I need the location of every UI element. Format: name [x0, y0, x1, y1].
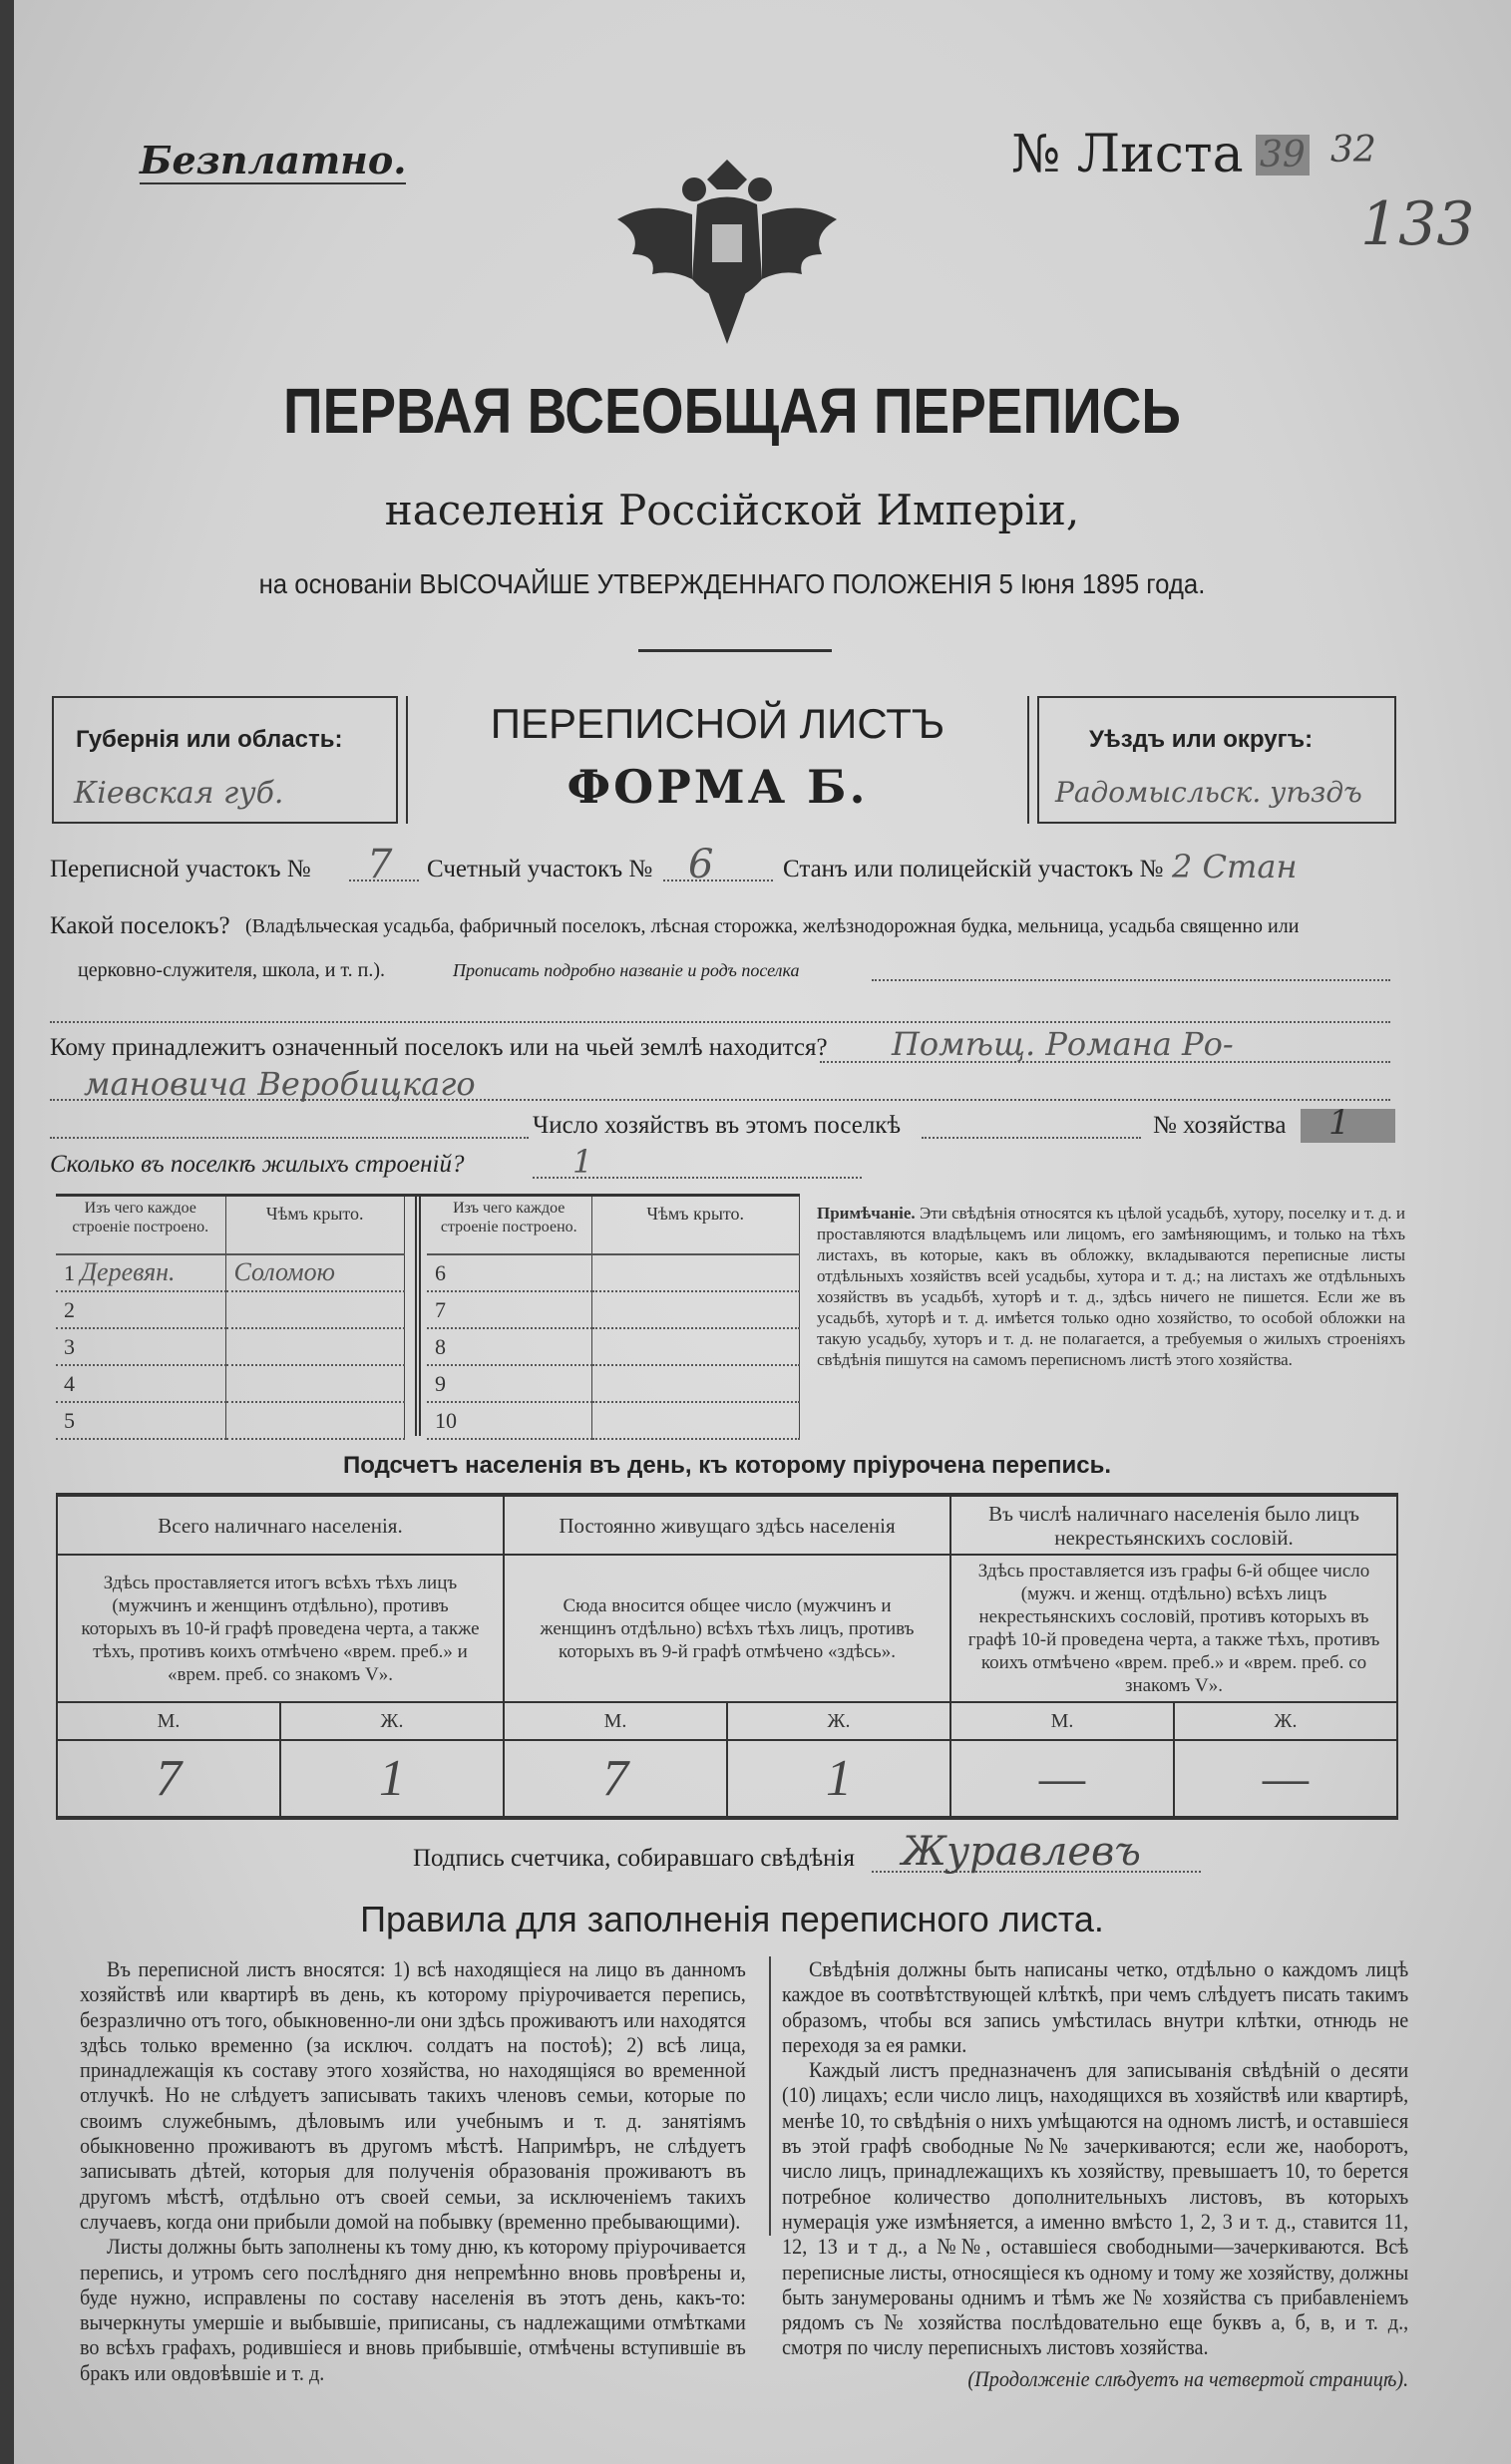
settlement-hint: (Владѣльческая усадьба, фабричный поселокъ, лѣсная сторожка, желѣзнодорожная будка, мельница, усадьба священно или — [245, 915, 1300, 937]
households-field[interactable] — [922, 1137, 1141, 1139]
male-header: М. — [950, 1702, 1174, 1740]
building-material-cell[interactable] — [56, 1402, 225, 1439]
building-roof-cell[interactable] — [225, 1291, 405, 1328]
free-label: Безплатно. — [140, 138, 407, 182]
building-roof-cell[interactable] — [591, 1328, 800, 1365]
note-text: Эти свѣдѣнія относятся къ цѣлой усадьбѣ, хутору, поселку и т. д. и проставляются владѣльцемъ или лицомъ, его замѣняющимъ, и только на тѣхъ листахъ, въ которые, какъ въ обложку, вкладываются переписные листы отдѣльныхъ хозяйствъ всей усадьбы, хутора и т. д.; на листахъ же отдѣльныхъ хозяйствъ въ усадьбѣ, хуторѣ и т. д., здѣсь ничего не пишется. Если же въ усадьбѣ, хуторѣ и т. д. имѣется только одно хозяйство, то особой обложки на такую усадьбу, хуторъ и т. д. не полагается, а требуемыя о жилыхъ строеніяхъ свѣдѣнія пишутся на самомъ переписномъ листѣ этого хозяйства. — [817, 1204, 1406, 1369]
buildings-label: Сколько въ поселкѣ жилыхъ строеній? — [50, 1151, 465, 1178]
guberniya-label: Губернія или область: — [76, 726, 343, 753]
count-district-label: Счетный участокъ № — [427, 856, 653, 882]
row-number: 6 — [435, 1260, 446, 1285]
building-roof-cell[interactable] — [591, 1254, 800, 1291]
buildings-value: 1 — [572, 1143, 593, 1181]
building-material-cell[interactable] — [56, 1365, 225, 1402]
female-count[interactable]: 1 — [727, 1740, 950, 1818]
row-number: 2 — [64, 1297, 75, 1322]
col-nonpeasant-desc: Здѣсь проставляется изъ графы 6-й общее число (мужч. и женщ. отдѣльно) всѣхъ лицъ некрестьянскихъ сословій, противъ которыхъ въ графѣ 10-й проведена черта, а также тѣхъ, противъ коихъ отмѣчено «врем. преб.» и «врем. преб. со знакомъ V». — [950, 1555, 1397, 1702]
rules-right-p1: Свѣдѣнія должны быть написаны четко, отдѣльно о каждомъ лицѣ каждое въ соотвѣтствующей клѣткѣ, при чемъ слѣдуетъ писать такимъ образомъ, чтобы вся запись умѣстилась внутри клѣтки, отнюдь не переходя за ея рамки. — [782, 1956, 1409, 2057]
uezd-label: Уѣздъ или округъ: — [1089, 726, 1314, 753]
building-material-cell[interactable] — [56, 1254, 225, 1291]
roof-header-2: Чѣмъ крыто. — [591, 1197, 800, 1254]
male-count[interactable]: — — [950, 1740, 1174, 1818]
buildings-table — [56, 1194, 800, 1433]
female-count[interactable]: — — [1174, 1740, 1397, 1818]
row-number: 1 — [64, 1260, 75, 1285]
form-title: ПЕРЕПИСНОЙ ЛИСТЪ — [490, 700, 945, 747]
divider — [638, 649, 832, 652]
count-district-field[interactable] — [663, 880, 773, 881]
female-count[interactable]: 1 — [280, 1740, 504, 1818]
page-title: ПЕРВАЯ ВСЕОБЩАЯ ПЕРЕПИСЬ — [283, 375, 1181, 447]
sheet-number: 32 — [1330, 130, 1376, 171]
row-number: 3 — [64, 1334, 75, 1359]
archive-number: 133 — [1360, 189, 1475, 259]
roof-value: Соломою — [233, 1257, 335, 1286]
building-material-cell[interactable] — [56, 1328, 225, 1365]
page-subtitle: населенія Россійской Имперіи, — [384, 486, 1080, 534]
col-permanent-desc: Сюда вносится общее число (мужчинъ и женщинъ отдѣльно) всѣхъ тѣхъ лицъ, противъ которыхъ въ 9-й графѣ отмѣчено «здѣсь». — [504, 1555, 950, 1702]
settlement-field[interactable] — [872, 979, 1390, 981]
population-heading: Подсчетъ населенія въ день, къ которому пріурочена перепись. — [343, 1452, 1111, 1479]
building-row — [56, 1402, 405, 1439]
male-count[interactable]: 7 — [57, 1740, 280, 1818]
rules-left-p1: Въ переписной листъ вносятся: 1) всѣ находящіеся на лицо въ данномъ хозяйствѣ или квартирѣ въ день, къ которому пріурочивается перепись, безразлично отъ того, обыкновенно-ли они здѣсь проживаютъ или находятся здѣсь только временно (за исключ. солдатъ на постоѣ); 2) всѣ лица, принадлежащія къ составу этого хозяйства, но находящіяся во временной отлучкѣ. Но не слѣдуетъ записывать такихъ членовъ семьи, которые по своимъ служебнымъ, дѣловымъ или учебнымъ и т. д. занятіямъ обыкновенно проживаютъ въ другомъ мѣстѣ. Напримѣръ, не слѣдуетъ записывать дѣтей, которыя для полученія образованія проживаютъ въ другомъ мѣстѣ, отдѣльно отъ своей семьи, за исключеніемъ такихъ случаевъ, когда они прибыли домой на побывку (временно пребывающими). — [80, 1956, 746, 2234]
uezd-box — [1037, 696, 1396, 824]
household-no-label: № хозяйства — [1153, 1112, 1287, 1139]
settlement-hint-3: Прописать подробно названіе и родъ поселка — [453, 960, 800, 980]
building-roof-cell[interactable] — [225, 1328, 405, 1365]
building-row — [56, 1365, 405, 1402]
building-material-cell[interactable] — [427, 1291, 591, 1328]
owner-value-1: Помѣщ. Романа Ро- — [892, 1025, 1234, 1063]
rules-right-column — [782, 1956, 1408, 2391]
building-material-cell[interactable] — [427, 1328, 591, 1365]
signature-label: Подпись счетчика, собиравшаго свѣдѣнія — [413, 1845, 855, 1872]
col-present-desc: Здѣсь проставляется итогъ всѣхъ тѣхъ лицъ (мужчинъ и женщинъ отдѣльно), противъ которыхъ въ 10-й графѣ проведена черта, а также тѣхъ, противъ коихъ отмѣчено «врем. преб.» и «врем. преб. со знакомъ V». — [57, 1555, 504, 1702]
note — [817, 1203, 1405, 1370]
row-number: 7 — [435, 1297, 446, 1322]
male-header: М. — [57, 1702, 280, 1740]
building-material-cell[interactable] — [427, 1365, 591, 1402]
row-number: 9 — [435, 1371, 446, 1396]
building-roof-cell[interactable] — [225, 1402, 405, 1439]
household-no-value: 1 — [1328, 1103, 1350, 1143]
signature-value: Журавлевъ — [902, 1829, 1141, 1875]
building-roof-cell[interactable] — [225, 1365, 405, 1402]
building-roof-cell[interactable] — [591, 1402, 800, 1439]
form-title-box — [406, 696, 1029, 824]
building-roof-cell[interactable] — [591, 1291, 800, 1328]
settlement-field-2[interactable] — [50, 1021, 1390, 1023]
rules-left-p2: Листы должны быть заполнены къ тому дню, къ которому пріурочивается перепись, и утромъ сего послѣдняго дня непремѣнно вновь провѣрены и, буде нужно, исправлены по составу населенія въ этотъ день, какъ-то: вычеркнуты умершіе и выбывшіе, приписаны, съ надлежащими отмѣтками во всѣхъ графахъ, родившіеся и вновь прибывшіе, отмѣчены вступившіе въ бракъ или овдовѣвшіе и т. д. — [80, 2234, 746, 2385]
rules-right-p2: Каждый листъ предназначенъ для записыванія свѣдѣній о десяти (10) лицахъ; если число лицъ, находящихся въ хозяйствѣ или квартирѣ, менѣе 10, то свѣдѣнія о нихъ умѣщаются на одномъ листѣ, и оставшіеся въ этой графѣ свободные №№ зачеркиваются; если же, наоборотъ, число лицъ, принадлежащихъ къ хозяйству, превышаетъ 10, то берется потребное количество дополнительныхъ листовъ, въ которыхъ нумерація уже измѣняется, а именно вмѣсто 1, 2, 3 и т. д., ставится 11, 12, 13 и т д., а №№, оставшіеся свободными—зачеркиваются. Всѣ переписные листы, относящіеся къ одному и тому же хозяйству, должны быть занумерованы однимъ и тѣмъ же № хозяйства съ прибавленіемъ рядомъ съ № хозяйства послѣдовательно еще буквъ а, б, в, и т. д., смотря по числу переписныхъ листовъ хозяйства. — [782, 2057, 1409, 2360]
owner-label: Кому принадлежитъ означенный поселокъ или на чьей землѣ находится? — [50, 1034, 828, 1061]
form-subtitle: ФОРМА Б. — [567, 760, 869, 814]
material-header: Изъ чего каждое строеніе построено. — [56, 1197, 225, 1254]
row-number: 5 — [64, 1408, 75, 1433]
settlement-label: Какой поселокъ? — [50, 912, 230, 939]
stan-label: Станъ или полицейскій участокъ № — [783, 856, 1164, 882]
sheet-number-crossed: 39 — [1256, 135, 1310, 176]
stan-value: 2 Стан — [1172, 848, 1298, 885]
rules-continued: (Продолженіе слѣдуетъ на четвертой страницѣ). — [967, 2365, 1409, 2391]
building-row — [56, 1328, 405, 1365]
row-number: 8 — [435, 1334, 446, 1359]
imperial-eagle-emblem — [612, 160, 842, 349]
roof-header: Чѣмъ крыто. — [225, 1197, 405, 1254]
population-table — [56, 1493, 1398, 1820]
building-row — [427, 1402, 800, 1439]
building-material-cell[interactable] — [427, 1254, 591, 1291]
guberniya-box — [52, 696, 398, 824]
building-row — [427, 1291, 800, 1328]
households-blank — [50, 1137, 529, 1139]
building-row — [427, 1365, 800, 1402]
building-material-cell[interactable] — [427, 1402, 591, 1439]
female-header: Ж. — [280, 1702, 504, 1740]
building-roof-cell[interactable] — [591, 1365, 800, 1402]
count-district-value: 6 — [688, 842, 714, 887]
building-material-cell[interactable] — [56, 1291, 225, 1328]
uezd-value: Радомысльск. уѣздъ — [1055, 776, 1362, 809]
census-district-label: Переписной участокъ № — [50, 856, 311, 882]
note-title: Примѣчаніе. — [817, 1204, 916, 1223]
guberniya-value: Кіевская губ. — [74, 776, 284, 811]
households-label: Число хозяйствъ въ этомъ поселкѣ — [533, 1112, 902, 1139]
legal-basis: на основаніи ВЫСОЧАЙШЕ УТВЕРЖДЕННАГО ПОЛОЖЕНІЯ 5 Іюня 1895 года. — [258, 568, 1206, 599]
row-number: 10 — [435, 1408, 457, 1433]
material-value: Деревян. — [80, 1257, 176, 1286]
rules-left-column — [80, 1956, 746, 2385]
building-roof-cell[interactable] — [225, 1254, 405, 1291]
male-count[interactable]: 7 — [504, 1740, 727, 1818]
settlement-hint-2: церковно-служителя, школа, и т. п.). — [78, 959, 385, 981]
building-row — [56, 1291, 405, 1328]
col-nonpeasant-title: Въ числѣ наличнаго населенія было лицъ некрестьянскихъ сословій. — [950, 1495, 1397, 1555]
sheet-number-label: № Листа — [1011, 125, 1244, 184]
col-present-title: Всего наличнаго населенія. — [57, 1495, 504, 1555]
building-row — [427, 1328, 800, 1365]
census-district-value: 7 — [367, 842, 393, 887]
col-permanent-title: Постоянно живущаго здѣсь населенія — [504, 1495, 950, 1555]
column-divider — [769, 1956, 771, 2236]
material-header-2: Изъ чего каждое строеніе построено. — [427, 1197, 591, 1254]
table-divider — [415, 1197, 421, 1436]
owner-value-2: мановича Веробицкаго — [84, 1065, 476, 1103]
row-number: 4 — [64, 1371, 75, 1396]
building-row — [56, 1254, 405, 1291]
rules-heading: Правила для заполненія переписного листа. — [360, 1899, 1104, 1939]
female-header: Ж. — [1174, 1702, 1397, 1740]
building-row — [427, 1254, 800, 1291]
male-header: М. — [504, 1702, 727, 1740]
female-header: Ж. — [727, 1702, 950, 1740]
census-sheet — [14, 0, 1511, 2464]
